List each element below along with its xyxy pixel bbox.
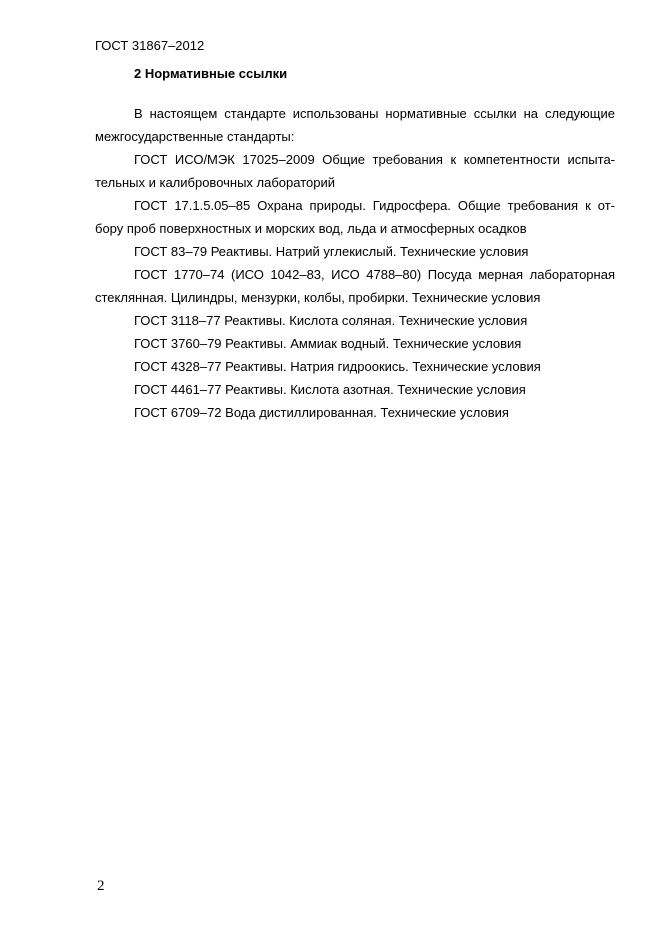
section-body [95,102,615,424]
reference-item: ГОСТ 17.1.5.05–85 Охрана природы. Гидросфера. Общие требования к от- бору проб поверхностных и морских вод, льда и атмосферных осадков [95,198,615,236]
section-title: 2 Нормативные ссылки [134,66,288,81]
reference-item: ГОСТ 4328–77 Реактивы. Натрия гидроокись. Технические условия [134,359,541,374]
reference-item: ГОСТ 3760–79 Реактивы. Аммиак водный. Технические условия [134,336,522,351]
reference-item: ГОСТ 83–79 Реактивы. Натрий углекислый. Технические условия [134,244,529,259]
reference-item: ГОСТ 4461–77 Реактивы. Кислота азотная. Технические условия [134,382,526,397]
reference-item: ГОСТ 3118–77 Реактивы. Кислота соляная. Технические условия [134,313,528,328]
reference-item: ГОСТ 1770–74 (ИСО 1042–83, ИСО 4788–80) Посуда мерная лабораторная стеклянная. Цилиндры, мензурки, колбы, пробирки. Технические условия [95,267,615,305]
document-header: ГОСТ 31867–2012 [95,38,205,53]
intro-paragraph: В настоящем стандарте использованы нормативные ссылки на следующие межгосударственные стандарты: [95,106,615,144]
reference-item: ГОСТ 6709–72 Вода дистиллированная. Технические условия [134,405,509,420]
reference-item: ГОСТ ИСО/МЭК 17025–2009 Общие требования к компетентности испыта- тельных и калибровочных лабораторий [95,152,615,190]
page-number: 2 [97,878,105,894]
